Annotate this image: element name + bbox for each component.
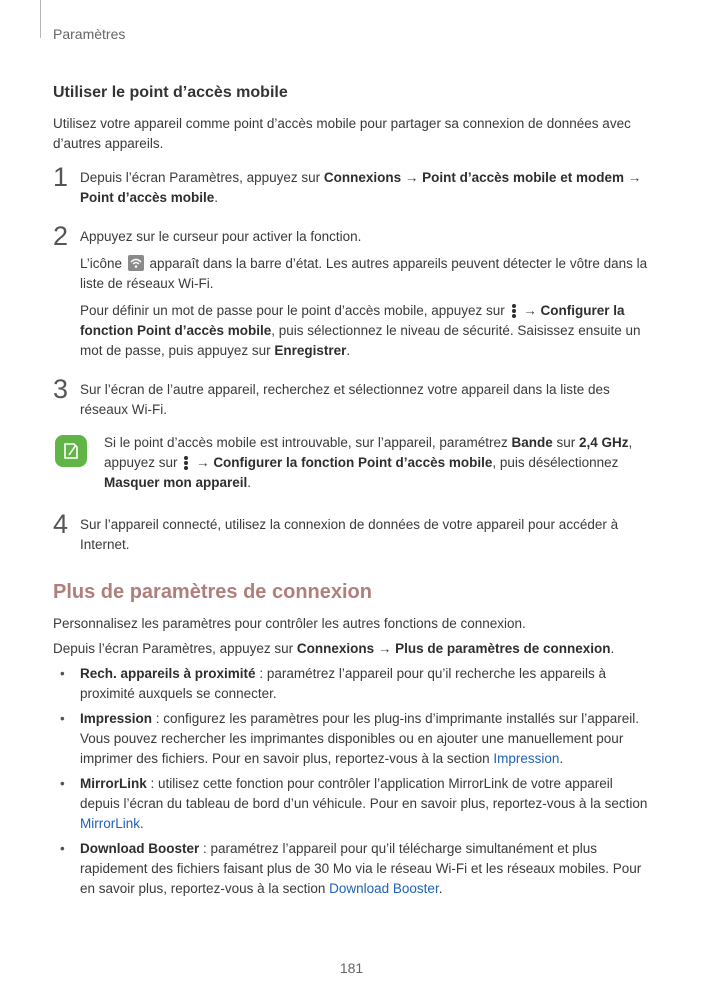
page-number: 181 bbox=[339, 960, 364, 976]
more-options-icon bbox=[184, 455, 189, 471]
step-4-text: Sur l’appareil connecté, utilisez la connexion de données de votre appareil pour accéder à Internet. bbox=[80, 517, 619, 552]
step-4 bbox=[53, 509, 653, 555]
section-path: Depuis l’écran Paramètres, appuyez sur Connexions → Plus de paramètres de connexion. bbox=[53, 641, 615, 656]
header-rule bbox=[40, 0, 41, 38]
step-number: 3 bbox=[53, 374, 69, 404]
settings-list bbox=[53, 664, 653, 899]
step-2-status-text: L’icône apparaît dans la barre d’état. Les autres appareils peuvent détecter le vôtre dans la liste de réseaux Wi-Fi. bbox=[80, 256, 648, 291]
wifi-hotspot-status-icon bbox=[128, 255, 144, 271]
link-download-booster[interactable]: Download Booster bbox=[329, 881, 439, 896]
hotspot-intro: Utilisez votre appareil comme point d’accès mobile pour partager sa connexion de données avec d’autres appareils. bbox=[53, 116, 631, 151]
step-2-password-text: Pour définir un mot de passe pour le point d’accès mobile, appuyez sur → Configurer la fonction Point d’accès mobile, puis sélectionnez le niveau de sécurité. Saisissez ensuite un mot de passe, puis appuyez sur Enregistrer. bbox=[80, 303, 641, 358]
page-header: Paramètres bbox=[53, 26, 126, 42]
section-intro: Personnalisez les paramètres pour contrôler les autres fonctions de connexion. bbox=[53, 616, 526, 631]
list-item: • MirrorLink : utilisez cette fonction pour contrôler l’application MirrorLink de votre appareil depuis l’écran du tableau de bord d’un véhicule. Pour en savoir plus, reportez-vous à la section MirrorLink. bbox=[60, 776, 648, 831]
note-icon bbox=[55, 435, 87, 467]
link-impression[interactable]: Impression bbox=[493, 751, 560, 766]
step-number: 2 bbox=[53, 221, 69, 251]
step-number: 4 bbox=[53, 509, 69, 539]
more-options-icon bbox=[512, 303, 517, 319]
note-box bbox=[53, 433, 653, 493]
note-text: Si le point d’accès mobile est introuvable, sur l’appareil, paramétrez Bande sur 2,4 GHz, appuyez sur → Configurer la fonction Point d’accès mobile, puis désélectionnez Masquer mon appareil. bbox=[104, 435, 633, 490]
list-item: • Download Booster : paramétrez l’appareil pour qu’il télécharge simultanément et plus rapidement des fichiers faisant plus de 30 Mo via le réseau Wi-Fi et les réseaux mobiles. Pour en savoir plus, reportez-vous à la section Download Booster. bbox=[60, 841, 642, 896]
step-1-text: Depuis l’écran Paramètres, appuyez sur Connexions → Point d’accès mobile et modem → Point d’accès mobile. bbox=[80, 170, 642, 205]
step-2 bbox=[53, 221, 653, 361]
step-3-text: Sur l’écran de l’autre appareil, recherchez et sélectionnez votre appareil dans la liste des réseaux Wi-Fi. bbox=[80, 382, 610, 417]
step-1 bbox=[53, 162, 653, 208]
list-item: • Impression : configurez les paramètres pour les plug-ins d’imprimante installés sur l’appareil. Vous pouvez rechercher les imprimantes disponibles ou en ajouter une manuellement pour imprimer des fichiers. Pour en savoir plus, reportez-vous à la section Impression. bbox=[60, 711, 640, 766]
step-2-text: Appuyez sur le curseur pour activer la fonction. bbox=[80, 229, 362, 244]
list-item: • Rech. appareils à proximité : paramétrez l’appareil pour qu’il recherche les appareils à proximité auxquels se connecter. bbox=[60, 666, 607, 701]
section-title: Plus de paramètres de connexion bbox=[53, 581, 372, 603]
step-number: 1 bbox=[53, 162, 69, 192]
link-mirrorlink[interactable]: MirrorLink bbox=[80, 816, 141, 831]
hotspot-title: Utiliser le point d’accès mobile bbox=[53, 84, 288, 101]
page-content bbox=[53, 84, 653, 899]
step-3 bbox=[53, 374, 653, 420]
